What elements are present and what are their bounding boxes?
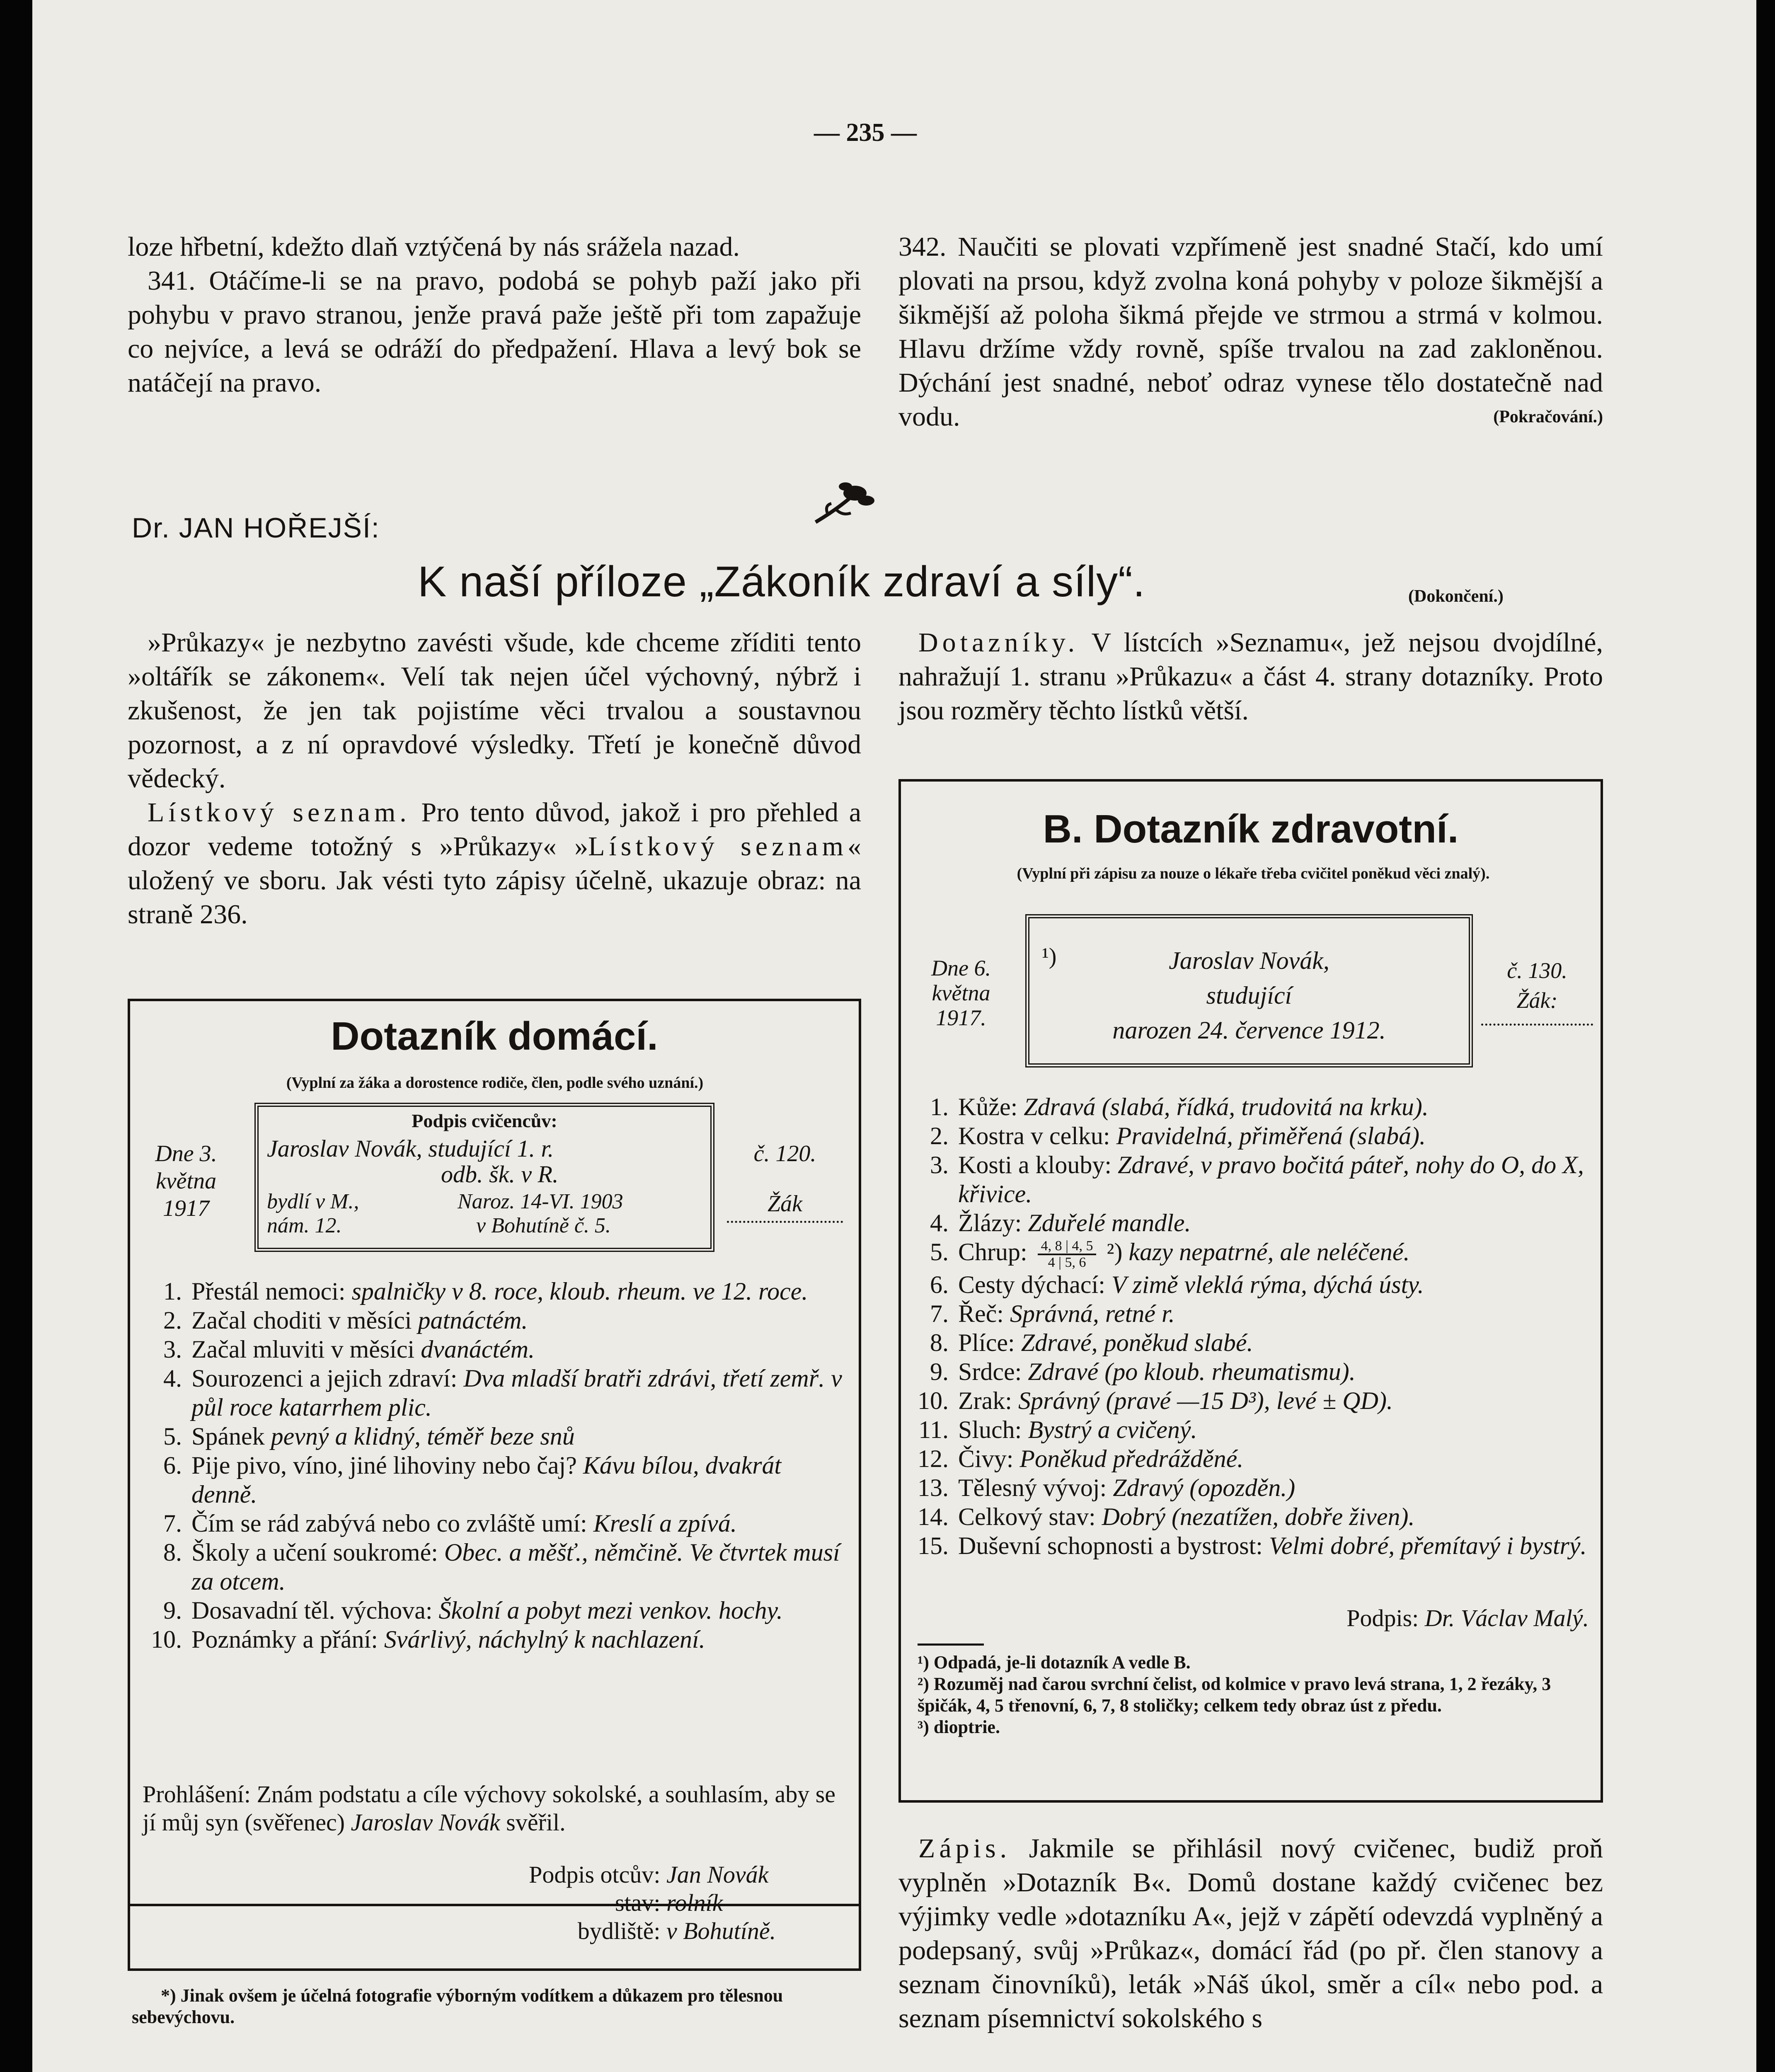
bottom-right-column [898,1832,1603,2036]
paragraph-text: 342. Naučiti se plovati vzpřímeně jest snadné Stačí, kdo umí plovati na prsou, když zvolna koná pohyby v poloze šikmější a šikmější až poloha šikmá přejde ve strmou a strmá v kolmou. Hlavu držíme vždy rovně, spíše trvalou na zad zakloněnou. Dýchání jest snadné, neboť odraz vynese tělo dostatečně nad vodu. [898,232,1603,432]
address-line: bydlí v M., [267,1190,359,1213]
date-month: května [932,980,990,1005]
signature-row: Podpis otcův: Jan Novák [529,1861,769,1888]
form-b-signature [1274,1604,1589,1632]
list-item: 8. Plíce: Zdravé, poněkud slabé. [930,1329,1253,1357]
list-item: 7. Řeč: Správná, retné r. [930,1300,1175,1328]
list-item-chrup: 5. Chrup: $\frac{4, 8 | 4, 5}{4 | 5, 6}$ ²) kazy nepatrné, ale neléčené. [930,1238,1410,1271]
form-b-title: B. Dotazník zdravotní. [1043,807,1459,851]
paragraph-dotazniky [898,626,1603,728]
form-a-dotaznik-domaci [128,999,861,1906]
form-a-items [143,1277,847,1654]
list-item: 10. Zrak: Správný (pravé —15 D³), levé ± QD). [918,1387,1393,1415]
form-a-date [143,1140,230,1222]
form-a-identity-box [254,1103,714,1252]
dotted-line [1481,1024,1593,1026]
spaced-term: Lístkový seznam [588,831,848,862]
address-line: nám. 12. [267,1214,342,1237]
date-day: Dne 6. [931,956,991,980]
birth-line: Naroz. 14-VI. 1903 [458,1190,623,1213]
top-right-column [898,230,1603,434]
form-b-identity-box [1025,914,1473,1067]
list-item: 1. Přestál nemoci: spalničky v 8. roce, kloub. rheum. ve 12. roce. [163,1278,808,1305]
left-column [128,626,861,932]
footnote: ¹) Odpadá, je-li dotazník A vedle B. [918,1652,1191,1673]
list-item: 9. Dosavadní těl. výchova: Školní a pobyt mezi venkov. hochy. [163,1597,783,1624]
spaced-term: Dotazníky. [918,627,1079,658]
list-item: 6. Pije pivo, víno, jiné lihoviny nebo čaj? Kávu bílou, dvakrát denně. [163,1452,782,1508]
declaration-name: Jaroslav Novák [351,1809,500,1836]
paragraph-text: V lístcích »Seznamu«, jež nejsou dvojdílné, nahražují 1. stranu »Průkazu« a část 4. strany dotazníky. Proto jsou rozměry těchto lístků větší. [898,627,1603,726]
declaration-end: svěřil. [500,1809,566,1836]
paragraph-text: Jakmile se přihlásil nový cvičenec, budiž proň vyplněn »Dotazník B«. Domů dostane každý cvičenec bez výjimky vedle »dotazníku A«, jejž v zápětí odevzdá vyplněný a podepsaný, svůj »Průkaz«, domácí řád (po př. člen stanovy a seznam činovníků), leták »Náš úkol, směr a cíl« nebo pod. a seznam písemnictví sokolského s [898,1833,1603,2033]
student-birth [458,1190,706,1238]
headline-note: (Dokončení.) [1408,587,1504,606]
flower-ornament-icon [811,481,878,526]
form-b-date [913,956,1009,1030]
list-item: 15. Duševní schopnosti a bystrost: Velmi dobré, přemítavý i bystrý. [918,1532,1587,1560]
form-a-bydliste: bydliště: v Bohutíně. [577,1917,776,1944]
form-a-number [727,1140,843,1223]
record-number: č. 130. [1507,958,1567,983]
list-item: 8. Školy a učení soukromé: Obec. a měšť., němčině. Ve čtvrtek musí za otcem. [163,1539,840,1595]
form-a-stav: stav: rolník [615,1889,723,1916]
list-item: 13. Tělesný vývoj: Zdravý (opozděn.) [918,1474,1296,1502]
list-item: 11. Sluch: Bystrý a cvičený. [918,1416,1197,1444]
list-item: 7. Čím se rád zabývá nebo co zvláště umí: Kreslí a zpívá. [163,1510,737,1537]
name-line: studující [1206,982,1292,1009]
continuation-note: (Pokračování.) [1493,407,1603,426]
formula-bottom: 4 | 5, 6 [1048,1255,1086,1271]
page [32,0,1756,2072]
author: Dr. JAN HOŘEJŠÍ: [132,512,380,544]
paragraph-text: Pro tento důvod, jakož i pro přehled a dozor vedeme totožný s »Průkazy« » [128,797,861,862]
top-left-column [128,230,861,400]
paragraph-zapis [898,1832,1603,2036]
list-item: 3. Kosti a klouby: Zdravé, v pravo bočitá páteř, nohy do O, do X, křivice. [930,1151,1584,1208]
student-address [267,1190,441,1238]
list-item: 2. Začal choditi v měsíci patnáctém. [163,1307,528,1334]
formula-top: 4, 8 | 4, 5 [1038,1239,1097,1255]
form-a-signature-block [447,1861,840,1889]
paragraph-341: 341. Otáčíme-li se na pravo, podobá se pohyb paží jako při pohybu v pravo stranou, jenže pravá paže ještě při tom zapažuje co nejvíce, a levá se odráží do předpažení. Hlava a levý bok se natáčejí na pravo. [128,266,861,398]
name-line: Jaroslav Novák, [1169,947,1329,974]
list-item: 12. Čivy: Poněkud předrážděné. [918,1445,1244,1473]
list-item: 4. Žlázy: Zduřelé mandle. [930,1209,1191,1237]
name-line: narozen 24. července 1912. [1112,1017,1386,1044]
form-a-left-border-ext [128,1890,130,1971]
form-a-declaration [143,1780,847,1837]
date-year: 1917. [936,1005,986,1030]
name-line: Jaroslav Novák, studující 1. r. [267,1135,554,1162]
date-month: května [155,1168,217,1194]
list-item: 5. Spánek pevný a klidný, téměř beze snů [163,1423,575,1450]
form-a-right-border-ext [859,1890,861,1971]
list-item: 4. Sourozenci a jejich zdraví: Dva mladší bratři zdrávi, třetí zemř. v půl roce katarrhem plic. [163,1365,842,1421]
form-b-dotaznik-zdravotni [898,779,1603,1803]
list-item: 10. Poznámky a přání: Svárlivý, náchylný k nachlazení. [151,1626,705,1653]
signature-label: Podpis: [1346,1605,1425,1631]
student-name [267,1136,706,1187]
date-year: 1917 [163,1196,209,1221]
form-b-number [1481,956,1593,1026]
category-label: Žák: [1516,988,1558,1013]
signature-value: Dr. Václav Malý. [1424,1605,1589,1631]
list-item: 14. Celkový stav: Dobrý (nezatížen, dobře živen). [918,1503,1415,1531]
dotted-line [727,1221,843,1223]
student-info [1029,943,1469,1048]
list-item: 1. Kůže: Zdravá (slabá, řídká, trudovitá na krku). [930,1093,1429,1121]
article-headline: K naší příloze „Zákoník zdraví a síly“. [418,558,1145,606]
footnote: ³) dioptrie. [918,1717,1000,1737]
name-line: odb. šk. v R. [441,1161,559,1188]
list-item: 9. Srdce: Zdravé (po kloub. rheumatismu). [930,1358,1356,1386]
paragraph-prukazy: »Průkazy« je nezbytno zavésti všude, kde chceme zříditi tento »oltářík se zákonem«. Velí tak nejen účel výchovný, nýbrž i zkušenost, že jen tak pojistíme věci trvalou a soustavnou pozornost, a z ní opravdové výsledky. Třetí je konečně důvod vědecký. [128,627,861,794]
record-number: č. 120. [753,1141,816,1167]
right-column [898,626,1603,728]
form-a-bottom-border [128,1968,861,1971]
spaced-term: Lístkový seznam. [148,797,411,828]
list-item: 3. Začal mluviti v měsíci dvanáctém. [163,1336,535,1363]
birth-line: v Bohutíně č. 5. [476,1214,611,1237]
declaration-text: Znám podstatu a cíle výchovy sokolské, a souhlasím, aby se jí můj syn (svěřenec) [143,1781,836,1836]
form-b-footnotes [918,1652,1589,1738]
list-item: 2. Kostra v celku: Pravidelná, přiměřená (slabá). [930,1122,1426,1150]
form-a-note: (Vyplní za žáka a dorostence rodiče, člen, podle svého uznání.) [286,1074,704,1092]
date-day: Dne 3. [155,1141,217,1167]
form-a-footnote: *) Jinak ovšem je účelná fotografie výborným vodítkem a důkazem pro tělesnou sebevýchovu. [132,1985,783,2027]
footnote-rule [918,1644,984,1646]
category-label: Žák [768,1191,802,1217]
footnote-mark: ¹) [1042,944,1057,969]
paragraph-342 [898,230,1603,434]
paragraph-text: « uložený ve sboru. Jak vésti tyto zápisy účelně, ukazuje obraz: na straně 236. [128,831,862,929]
form-b-note: (Vyplní při zápisu za nouze o lékaře třeba cvičitel poněkud věci znalý). [1017,865,1490,882]
chrup-value: kazy nepatrné, ale neléčené. [1128,1238,1410,1266]
paragraph-listkovy-seznam [128,796,861,932]
page-number: — 235 — [814,119,917,147]
form-b-items [909,1092,1597,1560]
signature-header: Podpis cvičencův: [412,1110,557,1131]
paragraph: loze hřbetní, kdežto dlaň vztýčená by nás srážela nazad. [128,232,740,262]
teeth-formula [1038,1239,1097,1270]
form-a-title: Dotazník domácí. [331,1014,658,1058]
declaration-label: Prohlášení: [143,1781,257,1808]
footnote-mark: ²) [1107,1238,1123,1266]
list-item: 6. Cesty dýchací: V zimě vleklá rýma, dýchá ústy. [930,1271,1424,1299]
footnote: ²) Rozuměj nad čarou svrchní čelist, od kolmice v pravo levá strana, 1, 2 řezáky, 3 špičák, 4, 5 třenovní, 6, 7, 8 stoličky; celkem tedy obraz úst z předu. [918,1674,1551,1716]
spaced-term: Zápis. [918,1833,1011,1864]
